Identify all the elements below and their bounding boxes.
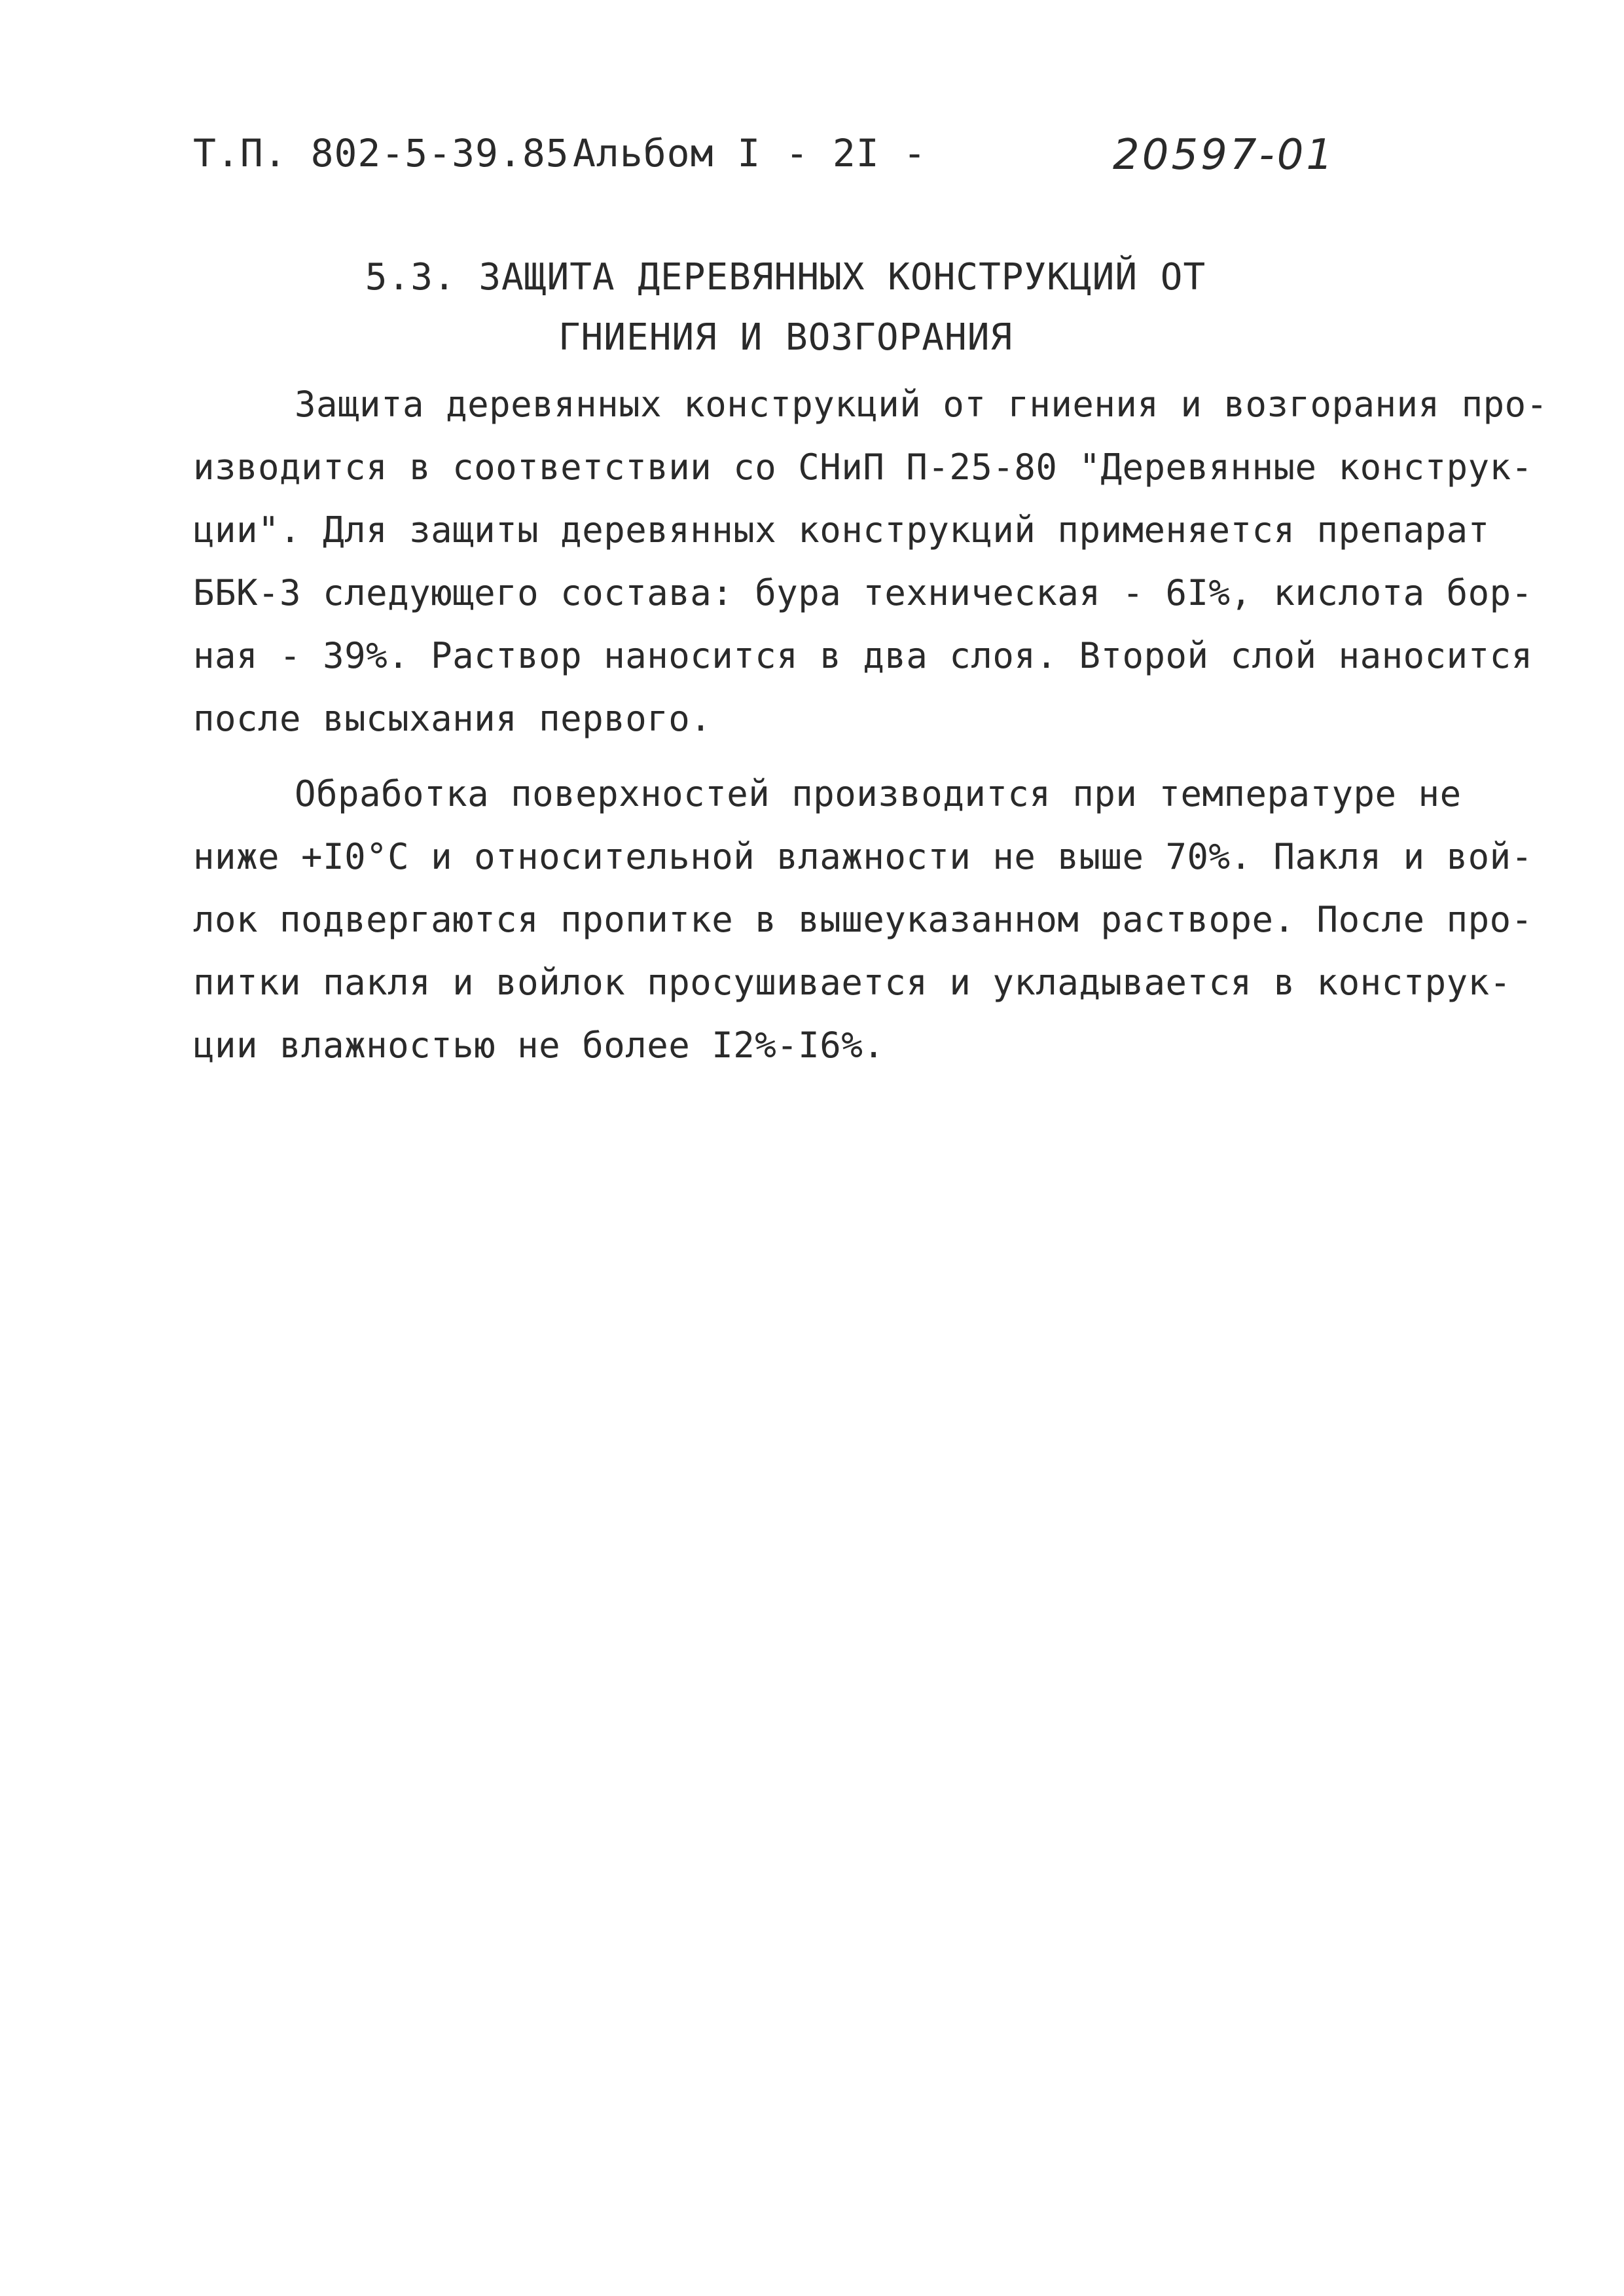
text-line: Защита деревянных конструкций от гниения и возгорания про- [295,384,1548,425]
section-title-line: ГНИЕНИЯ И ВОЗГОРАНИЯ [558,316,1013,359]
text-line: питки пакля и войлок просушивается и укладывается в конструк- [193,962,1511,1003]
text-line: изводится в соответствии со СНиП П-25-80 "Деревянные конструк- [193,446,1533,488]
project-code: Т.П. 802-5-39.85 [193,131,569,175]
text-line: лок подвергаются пропитке в вышеуказанном растворе. После про- [193,899,1533,940]
album-label: Альбом I [573,131,761,175]
paragraph-1 [193,373,1548,750]
section-title [0,247,1571,368]
text-line: ная - 39%. Раствор наносится в два слоя. Второй слой наносится [193,635,1533,676]
text-line: после высыхания первого. [193,698,712,739]
section-title-line: 5.3. ЗАЩИТА ДЕРЕВЯННЫХ КОНСТРУКЦИЙ ОТ [365,256,1206,299]
text-line: ниже +I0°С и относительной влажности не выше 70%. Пакля и вой- [193,836,1533,877]
handwritten-doc-number: 20597-01 [1113,131,1336,179]
page-number: - 2I - [785,131,927,175]
text-line: Обработка поверхностей производится при температуре не [295,773,1462,814]
text-line: ции". Для защиты деревянных конструкций применяется препарат [193,509,1490,551]
paragraph-2 [193,763,1533,1077]
text-line: ББК-3 следующего состава: бура техническая - 6I%, кислота бор- [193,572,1533,613]
text-line: ции влажностью не более I2%-I6%. [193,1025,885,1066]
